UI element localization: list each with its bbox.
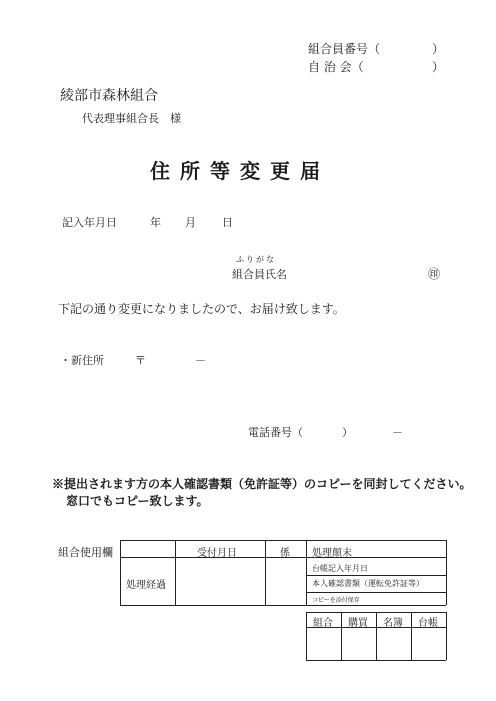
bottom-header-meibo: 名簿 [383, 618, 403, 629]
staff-header: 係 [280, 548, 290, 559]
member-name-label: 組合員氏名 [232, 268, 287, 281]
member-number-close: ） [432, 42, 445, 56]
month-label: 月 [185, 216, 196, 229]
addressee: 代表理事組合長 様 [82, 112, 181, 125]
postal-mark: 〒 [135, 354, 146, 367]
page-title: 住所等変更届 [150, 159, 330, 183]
org-name: 綾部市森林組合 [60, 88, 158, 104]
day-label: 日 [222, 216, 233, 229]
jichikai-close: ） [432, 60, 445, 74]
date-label: 記入年月日 [62, 216, 117, 229]
notice-line-1: ※提出されます方の本人確認書類（免許証等）のコピーを同封してください。 [52, 477, 472, 491]
notice-line-2: 窓口でもコピー致します。 [66, 494, 209, 508]
bottom-header-kobai: 購買 [348, 618, 368, 629]
received-date-header: 受付月日 [197, 548, 237, 559]
year-label: 年 [150, 216, 161, 229]
office-section-label: 組合使用欄 [58, 546, 113, 559]
new-address-label: ・新住所 [60, 354, 104, 367]
bottom-header-kumiai: 組合 [313, 618, 333, 629]
processing-log-header: 処理顛末 [312, 548, 352, 559]
ledger-date-label: 台帳記入年月日 [312, 564, 368, 573]
statement-text: 下記の通り変更になりましたので、お届け致します。 [58, 302, 345, 316]
copy-attached-label: コピーを添付保存 [312, 597, 360, 604]
id-doc-label: 本人確認書類（運転免許証等） [312, 579, 424, 588]
furigana-label: ふりがな [236, 255, 276, 264]
phone-close: ） [342, 426, 353, 439]
phone-label: 電話番号（ [248, 426, 303, 439]
member-number-label: 組合員番号（ [308, 42, 381, 56]
processing-progress-label: 処理経過 [126, 580, 166, 591]
phone-dash: － [392, 426, 403, 439]
bottom-header-daicho: 台帳 [418, 618, 438, 629]
jichikai-label: 自 治 会（ [308, 60, 364, 74]
seal-mark: ㊞ [428, 267, 441, 281]
postal-dash: － [195, 354, 206, 367]
